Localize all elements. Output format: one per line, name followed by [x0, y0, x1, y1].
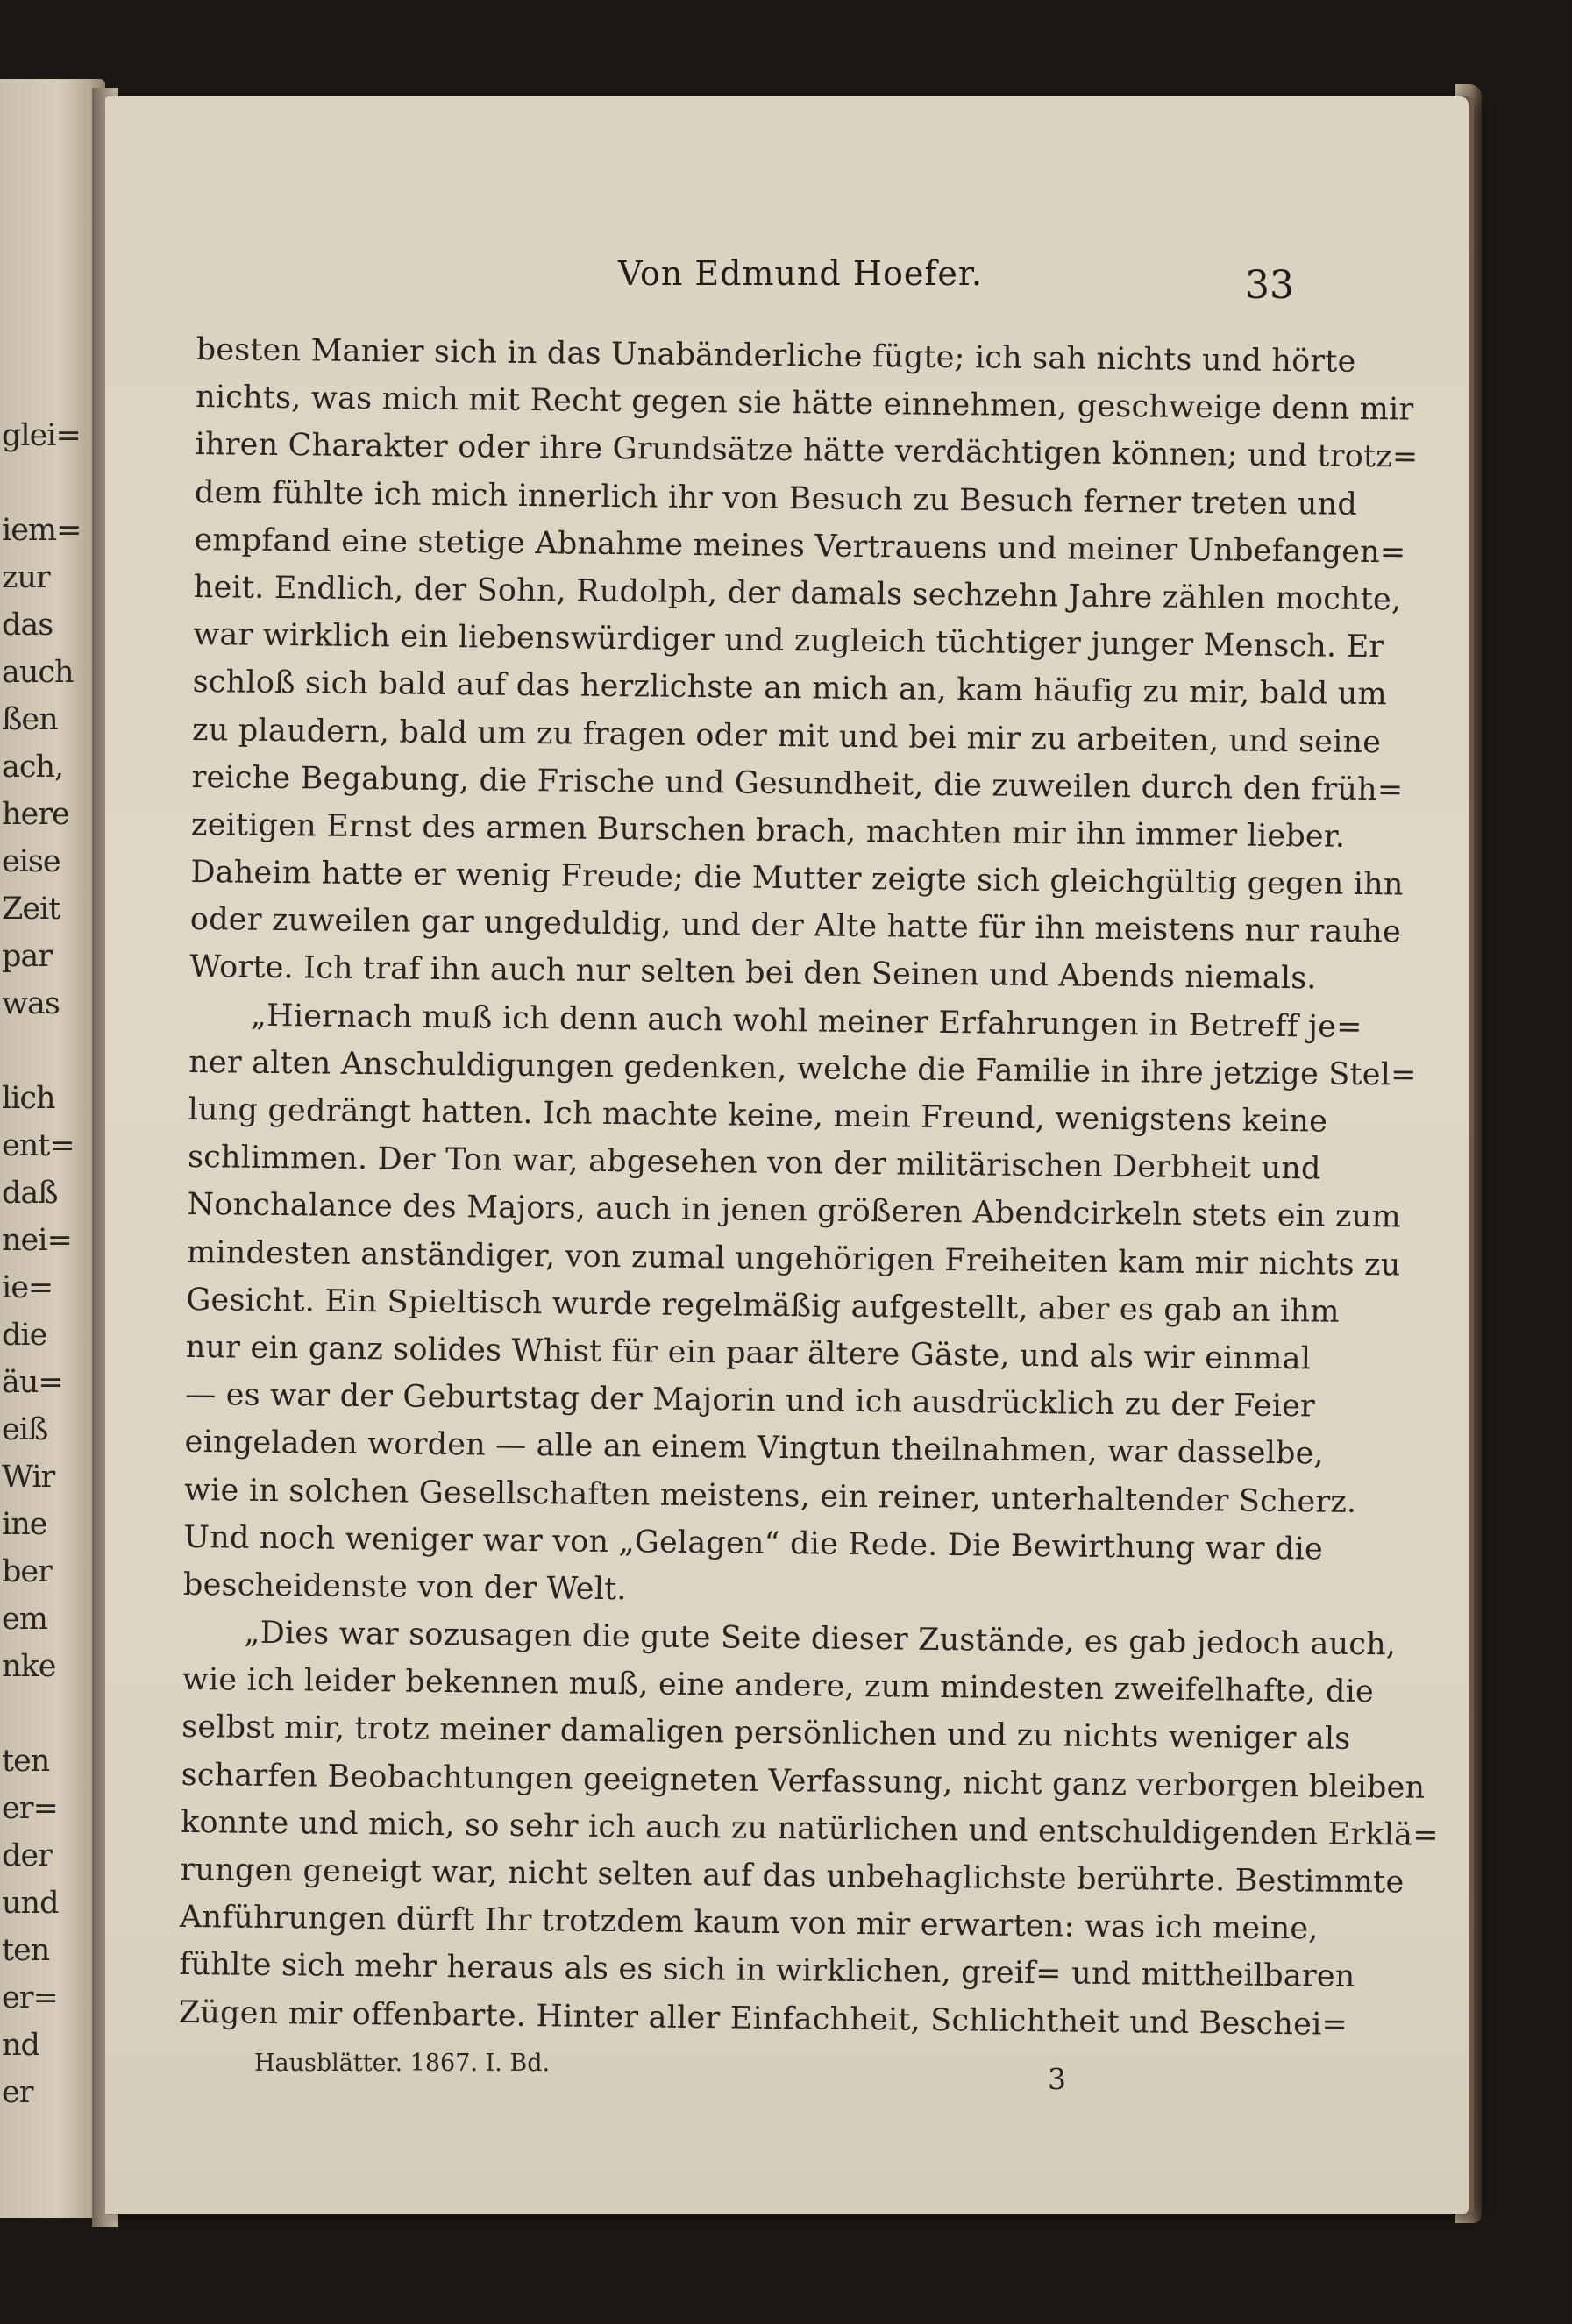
left-page-fragment: ber: [2, 1554, 52, 1589]
left-page-fragment: äu=: [2, 1365, 63, 1400]
text-line: zeitigen Ernst des armen Burschen brach, machten mir ihn immer lieber.: [190, 807, 1346, 855]
left-page-fragment: ßen: [2, 702, 58, 737]
text-line: Gesicht. Ein Spieltisch wurde regelmäßig aufgestellt, aber es gab an ihm: [186, 1282, 1340, 1330]
left-page-fragment: das: [2, 608, 53, 643]
printer-signature: Hausblätter. 1867. I. Bd.: [254, 2050, 551, 2077]
left-page-fragment: zur: [2, 560, 50, 595]
left-page-edge: [0, 79, 105, 2218]
body-text: [178, 326, 1439, 2048]
text-line: ner alten Anschuldigungen gedenken, welche die Familie in ihre jetzige Stel=: [188, 1044, 1417, 1093]
text-line: reiche Begabung, die Frische und Gesundheit, die zuweilen durch den früh=: [191, 759, 1404, 808]
text-line: empfand eine stetige Abnahme meines Vertrauens und meiner Unbefangen=: [194, 522, 1406, 571]
text-line: fühlte sich mehr heraus als es sich in wirklichen, greif= und mittheilbaren: [179, 1947, 1355, 1995]
text-line: eingeladen worden — alle an einem Vingtun theilnahmen, war dasselbe,: [184, 1425, 1325, 1472]
left-page-fragment: [2, 1027, 63, 1075]
left-page-fragment: nke: [2, 1649, 56, 1684]
left-page-fragment: was: [2, 986, 60, 1021]
text-line: selbst mir, trotz meiner damaligen persönlichen und zu nichts weniger als: [181, 1709, 1351, 1758]
left-page-fragment: Zeit: [2, 892, 60, 927]
left-page-fragment: er: [2, 2075, 33, 2110]
text-line: rungen geneigt war, nicht selten auf das unbehaglichste berührte. Bestimmte: [180, 1851, 1405, 1901]
left-page-fragment: glei=: [2, 418, 81, 453]
left-page-fragment: der: [2, 1838, 52, 1873]
left-page-fragment: daß: [2, 1176, 58, 1211]
text-line: oder zuweilen gar ungeduldig, und der Alte hatte für ihn meistens nur rauhe: [189, 902, 1402, 950]
left-page-fragment: ine: [2, 1507, 47, 1542]
left-page-fragment: eiß: [2, 1412, 48, 1447]
text-line: konnte und mich, so sehr ich auch zu natürlichen und entschuldigenden Erklä=: [180, 1804, 1439, 1853]
text-line: ihren Charakter oder ihre Grundsätze hätte verdächtigen können; und trotz=: [195, 427, 1419, 475]
text-line: war wirklich ein liebenswürdiger und zugleich tüchtiger junger Mensch. Er: [193, 617, 1384, 665]
text-line: mindesten anständiger, von zumal ungehörigen Freiheiten kam mir nichts zu: [186, 1234, 1401, 1283]
text-line: „Dies war sozusagen die gute Seite dieser Zustände, es gab jedoch auch,: [244, 1615, 1397, 1663]
left-page-fragment: nd: [2, 2028, 39, 2063]
text-line: wie in solchen Gesellschaften meistens, ein reiner, unterhaltender Scherz.: [183, 1472, 1357, 1520]
text-line: schloß sich bald auf das herzlichste an mich an, kam häufig zu mir, bald um: [192, 665, 1388, 713]
left-page-fragment: nei=: [2, 1223, 72, 1258]
left-page-text-fragments: [2, 412, 82, 2116]
left-page-fragment: iem=: [2, 513, 82, 548]
text-line: bescheidenste von der Welt.: [182, 1567, 627, 1608]
text-line: nur ein ganz solides Whist für ein paar ältere Gäste, und als wir einmal: [185, 1329, 1312, 1377]
text-line: Daheim hatte er wenig Freude; die Mutter zeigte sich gleichgültig gegen ihn: [190, 855, 1404, 903]
text-line: Worte. Ich traf ihn auch nur selten bei den Seinen und Abends niemals.: [189, 949, 1317, 997]
text-line: Und noch weniger war von „Gelagen“ die Rede. Die Bewirthung war die: [183, 1519, 1324, 1567]
text-line: schlimmen. Der Ton war, abgesehen von der militärischen Derbheit und: [187, 1140, 1321, 1187]
text-line: „Hiernach muß ich denn auch wohl meiner Erfahrungen in Betreff je=: [250, 998, 1362, 1045]
left-page-fragment: auch: [2, 655, 74, 690]
left-page-fragment: und: [2, 1886, 59, 1921]
text-line: Nonchalance des Majors, auch in jenen größeren Abendcirkeln stets ein zum: [187, 1187, 1402, 1235]
text-line: wie ich leider bekennen muß, eine andere, zum mindesten zweifelhafte, die: [181, 1662, 1375, 1710]
left-page-fragment: par: [2, 939, 53, 974]
left-page-fragment: Wir: [2, 1460, 55, 1495]
left-page-fragment: ie=: [2, 1270, 53, 1305]
text-line: besten Manier sich in das Unabänderliche fügte; ich sah nichts und hörte: [196, 331, 1356, 380]
left-page-fragment: here: [2, 797, 69, 832]
text-line: Anführungen dürft Ihr trotzdem kaum von mir erwarten: was ich meine,: [179, 1900, 1319, 1947]
left-page-fragment: [2, 459, 63, 507]
left-page-fragment: ten: [2, 1933, 50, 1968]
page-number: 33: [1245, 263, 1294, 308]
left-page-fragment: die: [2, 1318, 47, 1353]
text-line: scharfen Beobachtungen geeigneten Verfassung, nicht ganz verborgen bleiben: [181, 1757, 1426, 1806]
left-page-fragment: er=: [2, 1791, 58, 1826]
left-page-fragment: em: [2, 1602, 47, 1637]
left-page-fragment: ten: [2, 1744, 50, 1779]
running-header: Von Edmund Hoefer.: [618, 254, 983, 293]
text-line: heit. Endlich, der Sohn, Rudolph, der damals sechzehn Jahre zählen mochte,: [193, 569, 1402, 618]
left-page-fragment: ach,: [2, 750, 64, 785]
left-page-fragment: [2, 1690, 63, 1738]
text-line: zu plaudern, bald um zu fragen oder mit und bei mir zu arbeiten, und seine: [191, 712, 1382, 760]
signature-mark: 3: [1048, 2062, 1066, 2096]
text-line: nichts, was mich mit Recht gegen sie hätte einnehmen, geschweige denn mir: [195, 380, 1414, 428]
text-line: Zügen mir offenbarte. Hinter aller Einfachheit, Schlichtheit und Beschei=: [178, 1994, 1348, 2043]
text-line: — es war der Geburtstag der Majorin und ich ausdrücklich zu der Feier: [185, 1377, 1316, 1425]
left-page-fragment: lich: [2, 1081, 55, 1116]
text-line: dem fühlte ich mich innerlich ihr von Besuch zu Besuch ferner treten und: [194, 474, 1358, 522]
left-page-fragment: eise: [2, 844, 60, 879]
left-page-fragment: ent=: [2, 1128, 75, 1163]
left-page-fragment: er=: [2, 1980, 58, 2015]
text-line: lung gedrängt hatten. Ich machte keine, mein Freund, wenigstens keine: [188, 1091, 1328, 1140]
